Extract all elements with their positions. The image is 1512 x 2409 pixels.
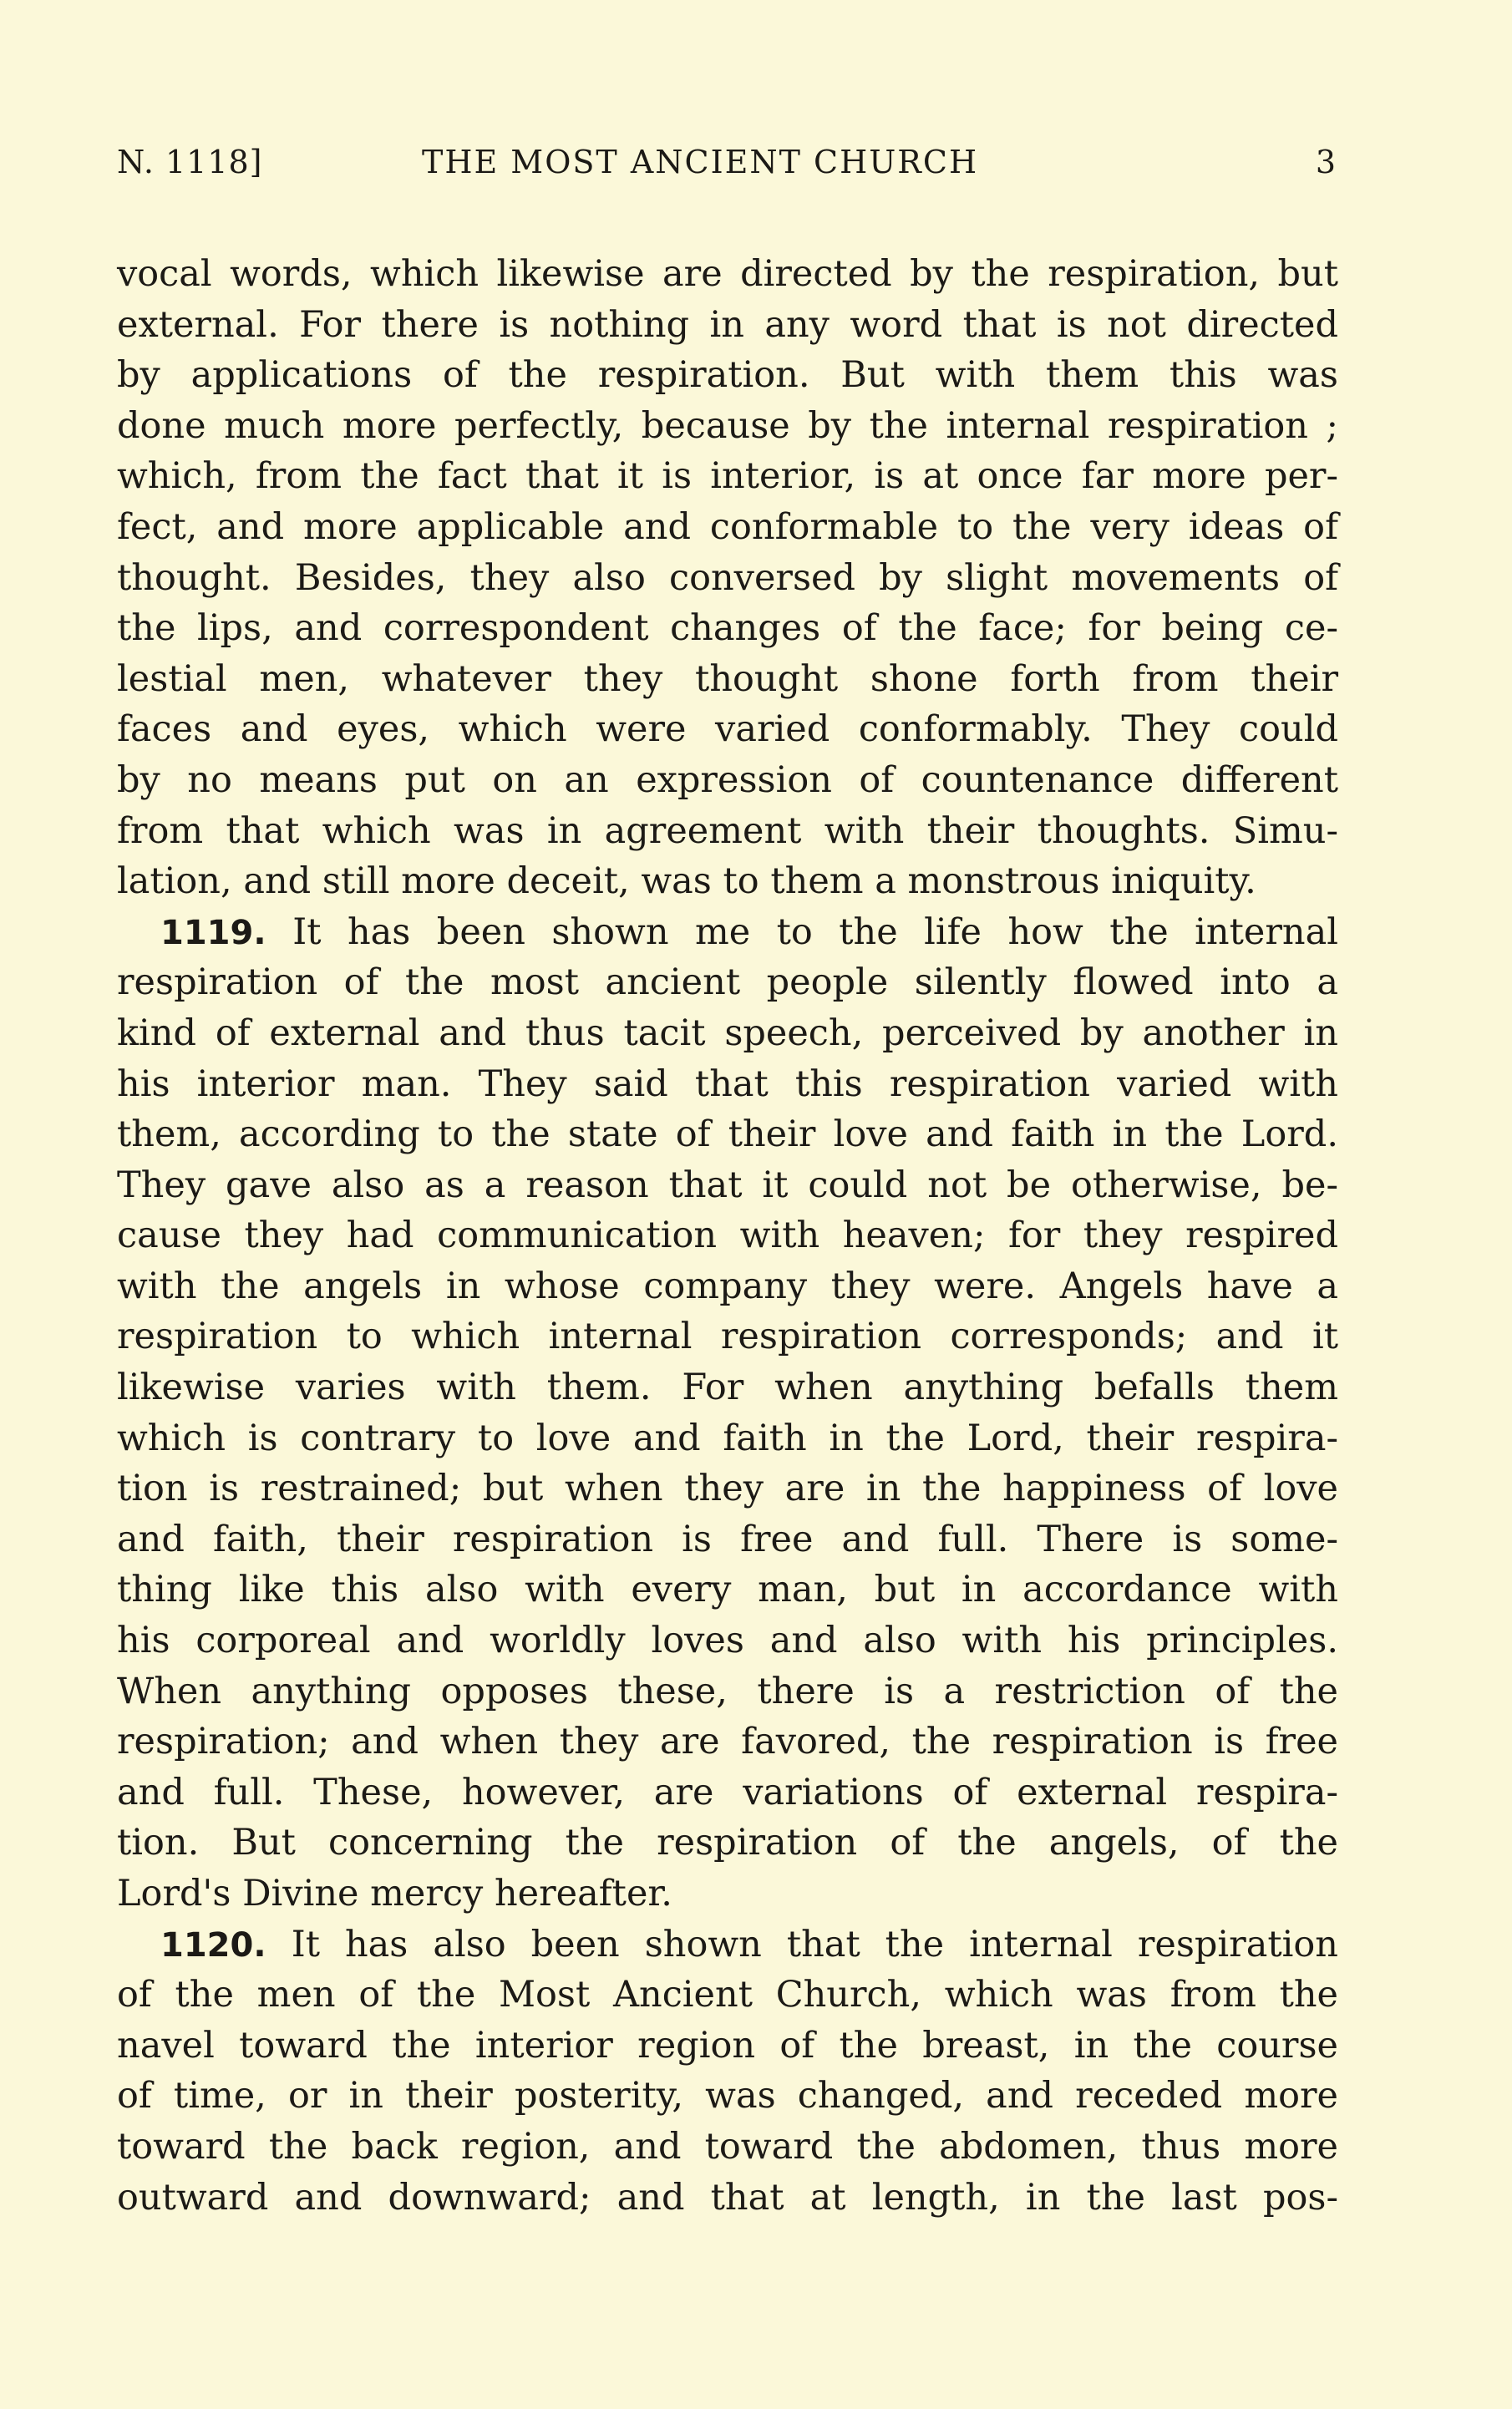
- line-text: thought. Besides, they also conversed by slight movements of: [117, 556, 1338, 599]
- text-line: [117, 654, 1338, 705]
- page-number: 3: [1315, 144, 1337, 180]
- line-text: external. For there is nothing in any word that is not directed: [117, 303, 1338, 346]
- text-line: [117, 401, 1338, 452]
- text-line: [117, 2122, 1338, 2173]
- text-line: [117, 502, 1338, 553]
- text-line: [117, 1362, 1338, 1413]
- line-text: respiration; and when they are favored, the respiration is free: [117, 1721, 1338, 1763]
- line-text: respiration of the most ancient people silently flowed into a: [117, 961, 1338, 1004]
- text-line: [117, 300, 1338, 351]
- line-text: kind of external and thus tacit speech, perceived by another in: [117, 1012, 1338, 1054]
- paragraph-number: 1120.: [160, 1925, 292, 1965]
- line-text: outward and downward; and that at length, in the last pos-: [117, 2176, 1338, 2219]
- line-text: vocal words, which likewise are directed by the respiration, but: [117, 253, 1338, 295]
- text-line: [117, 1565, 1338, 1615]
- text-line: [117, 350, 1338, 401]
- line-text: tion. But concerning the respiration of the angels, of the: [117, 1822, 1338, 1864]
- line-text: and full. These, however, are variations of external respira-: [117, 1771, 1338, 1813]
- text-line: [117, 2021, 1338, 2072]
- line-text: likewise varies with them. For when anything befalls them: [117, 1367, 1338, 1409]
- text-line: [117, 806, 1338, 857]
- text-line: [117, 1818, 1338, 1869]
- text-line: [117, 1514, 1338, 1565]
- line-text: of time, or in their posterity, was changed, and receded more: [117, 2075, 1338, 2117]
- text-line: [117, 1008, 1338, 1059]
- line-text: tion is restrained; but when they are in the happiness of love: [117, 1468, 1338, 1510]
- text-line: [117, 603, 1338, 654]
- line-text: lestial men, whatever they thought shone forth from their: [117, 657, 1338, 700]
- text-line: [117, 451, 1338, 502]
- text-line: [117, 1970, 1338, 2021]
- line-text: which is contrary to love and faith in the Lord, their respira-: [117, 1417, 1338, 1459]
- text-line: [117, 1059, 1338, 1110]
- text-line: [117, 1210, 1338, 1261]
- text-line: [117, 957, 1338, 1008]
- text-line: [117, 1463, 1338, 1514]
- text-line: [117, 1717, 1338, 1767]
- line-text: It has been shown me to the life how the internal: [292, 910, 1338, 953]
- line-text: It has also been shown that the internal respiration: [291, 1923, 1338, 1965]
- line-text: by applications of the respiration. But with them this was: [117, 354, 1338, 397]
- text-line: [117, 1666, 1338, 1717]
- text-line: [117, 249, 1338, 300]
- text-line: [117, 1413, 1338, 1464]
- text-line: [117, 1767, 1338, 1818]
- text-line: [117, 704, 1338, 755]
- line-text: them, according to the state of their love and faith in the Lord.: [117, 1113, 1338, 1156]
- line-text: toward the back region, and toward the abdomen, thus more: [117, 2125, 1338, 2168]
- line-text: his interior man. They said that this respiration varied with: [117, 1062, 1338, 1105]
- line-text: from that which was in agreement with their thoughts. Simu-: [117, 809, 1338, 852]
- line-text: which, from the fact that it is interior, is at once far more per-: [117, 455, 1338, 498]
- page-title: THE MOST ANCIENT CHURCH: [422, 144, 979, 180]
- text-line: [117, 1261, 1338, 1312]
- line-text: thing like this also with every man, but in accordance with: [117, 1569, 1338, 1611]
- paragraph-start-line: [117, 907, 1338, 958]
- line-text: fect, and more applicable and conformable to the very ideas of: [117, 505, 1338, 548]
- line-text: done much more perfectly, because by the internal respiration ;: [117, 404, 1338, 447]
- section-reference: N. 1118]: [117, 144, 263, 180]
- line-text: When anything opposes these, there is a restriction of the: [117, 1670, 1338, 1712]
- text-line: [117, 1311, 1338, 1362]
- body-text: [117, 249, 1338, 2223]
- text-line: [117, 1160, 1338, 1211]
- text-line: [117, 1869, 1338, 1920]
- text-line: [117, 1109, 1338, 1160]
- text-line: [117, 856, 1338, 907]
- line-text: of the men of the Most Ancient Church, which was from the: [117, 1974, 1338, 2016]
- line-text: respiration to which internal respiration corresponds; and it: [117, 1316, 1338, 1358]
- line-text: faces and eyes, which were varied conformably. They could: [117, 708, 1338, 751]
- text-line: [117, 1615, 1338, 1666]
- line-text: cause they had communication with heaven; for they respired: [117, 1215, 1338, 1257]
- line-text: by no means put on an expression of countenance different: [117, 758, 1338, 801]
- line-text: They gave also as a reason that it could not be otherwise, be-: [117, 1164, 1338, 1206]
- paragraph-start-line: [117, 1920, 1338, 1970]
- line-text: navel toward the interior region of the breast, in the course: [117, 2024, 1338, 2067]
- line-text: Lord's Divine mercy hereafter.: [117, 1873, 672, 1915]
- line-text: the lips, and correspondent changes of the face; for being ce-: [117, 607, 1338, 650]
- text-line: [117, 2071, 1338, 2122]
- line-text: and faith, their respiration is free and full. There is some-: [117, 1518, 1338, 1560]
- line-text: his corporeal and worldly loves and also with his principles.: [117, 1620, 1338, 1662]
- paragraph-number: 1119.: [160, 913, 293, 952]
- text-line: [117, 553, 1338, 604]
- running-header: [117, 144, 1337, 194]
- line-text: with the angels in whose company they were. Angels have a: [117, 1265, 1338, 1307]
- text-line: [117, 755, 1338, 806]
- text-line: [117, 2173, 1338, 2224]
- line-text: lation, and still more deceit, was to them a monstrous iniquity.: [117, 860, 1256, 903]
